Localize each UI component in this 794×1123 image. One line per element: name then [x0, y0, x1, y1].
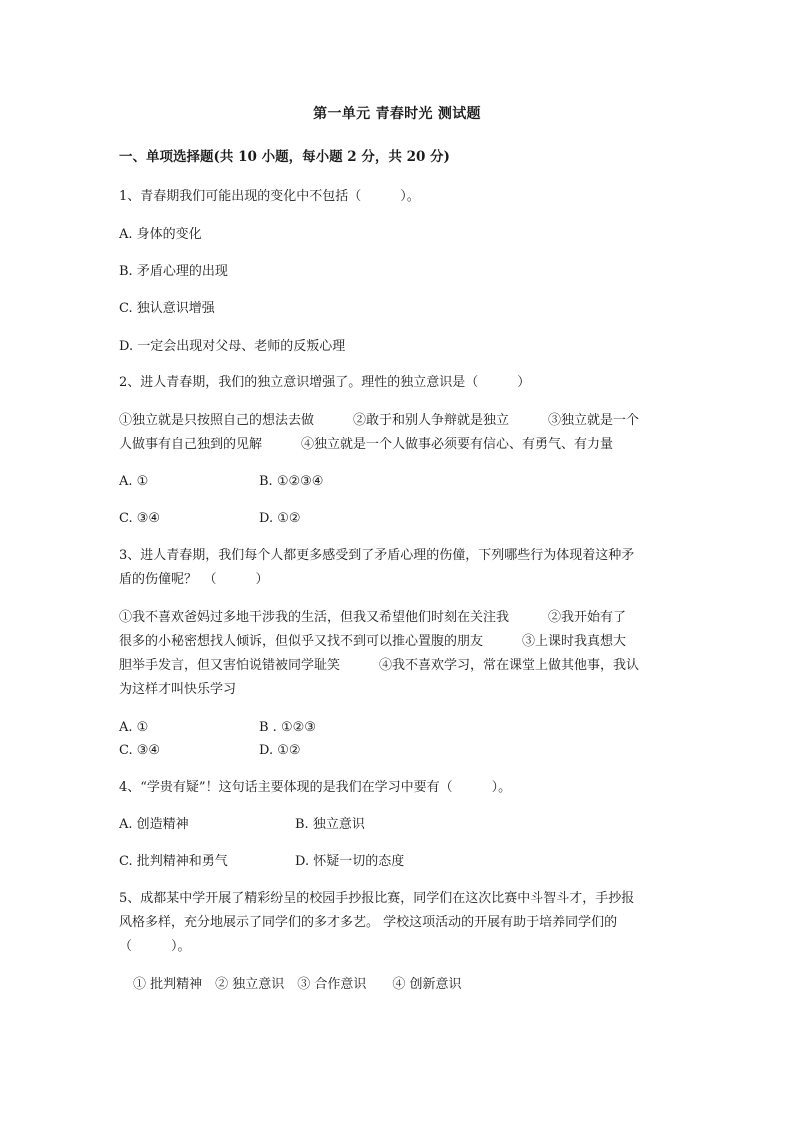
q3-option-d: D. ①② — [259, 743, 301, 758]
q4-option-c: C. 批判精神和勇气 — [119, 854, 228, 869]
q1-option-a: A. 身体的变化 — [119, 227, 202, 242]
q3-option-b: B . ①②③ — [259, 720, 316, 735]
q4-option-d: D. 怀疑一切的态度 — [295, 854, 405, 869]
q2-option-a: A. ① — [119, 474, 149, 489]
q3-statements-line2: 很多的小秘密想找人倾诉，但似乎又找不到可以推心置腹的朋友 ③上课时我真想大 — [119, 634, 627, 649]
section-heading: 一、单项选择题(共 10 小题，每小题 2 分，共 20 分) — [119, 149, 450, 165]
q1-option-d: D. 一定会出现对父母、老师的反叛心理 — [119, 339, 346, 354]
q1-option-b: B. 矛盾心理的出现 — [119, 264, 228, 279]
q3-option-a: A. ① — [119, 720, 149, 735]
q3-stem-line1: 3、进人青春期，我们每个人都更多感受到了矛盾心理的伤僮，下列哪些行为体现着这种矛 — [119, 548, 635, 563]
q3-statements-line4: 为这样才叫快乐学习 — [119, 682, 237, 697]
q4-stem: 4、“学贵有疑”！这句话主要体现的是我们在学习中要有（ ）。 — [119, 780, 512, 795]
q2-option-b: B. ①②③④ — [259, 474, 324, 489]
q5-stem-line1: 5、成都某中学开展了精彩纷呈的校园手抄报比赛，同学们在这次比赛中斗智斗才，手抄报 — [119, 891, 635, 906]
q1-option-c: C. 独认意识增强 — [119, 301, 215, 316]
q5-stem-line2: 风格多样，充分地展示了同学们的多才多艺。 学校这项活动的开展有助于培养同学们的 — [119, 915, 618, 930]
q5-stem-line3: （ ）。 — [119, 939, 191, 954]
q3-stem-line2: 盾的伤僮呢？ （ ） — [119, 572, 269, 587]
q2-statements-line2: 人做事有自己独到的见解 ④独立就是一个人做事必须要有信心、有勇气、有力量 — [119, 437, 614, 452]
q3-option-c: C. ③④ — [119, 743, 161, 758]
q2-option-d: D. ①② — [259, 511, 301, 526]
q3-statements-line1: ①我不喜欢爸妈过多地干涉我的生活，但我又希望他们时刻在关注我 ②我开始有了 — [119, 610, 627, 625]
q5-options: ① 批判精神 ② 独立意识 ③ 合作意识 ④ 创新意识 — [133, 977, 462, 992]
q2-stem: 2、进人青春期，我们的独立意识增强了。理性的独立意识是（ ） — [119, 375, 531, 390]
q2-statements-line1: ①独立就是只按照自己的想法去做 ②敢于和别人争辩就是独立 ③独立就是一个 — [119, 413, 640, 428]
page-title: 第一单元 青春时光 测试题 — [313, 106, 481, 122]
q2-option-c: C. ③④ — [119, 511, 161, 526]
q1-stem: 1、青春期我们可能出现的变化中不包括（ ）。 — [119, 189, 420, 204]
q4-option-b: B. 独立意识 — [295, 817, 365, 832]
q4-option-a: A. 创造精神 — [119, 817, 189, 832]
q3-statements-line3: 胆举手发言，但又害怕说错被同学耻笑 ④我不喜欢学习，常在课堂上做其他事，我认 — [119, 658, 640, 673]
